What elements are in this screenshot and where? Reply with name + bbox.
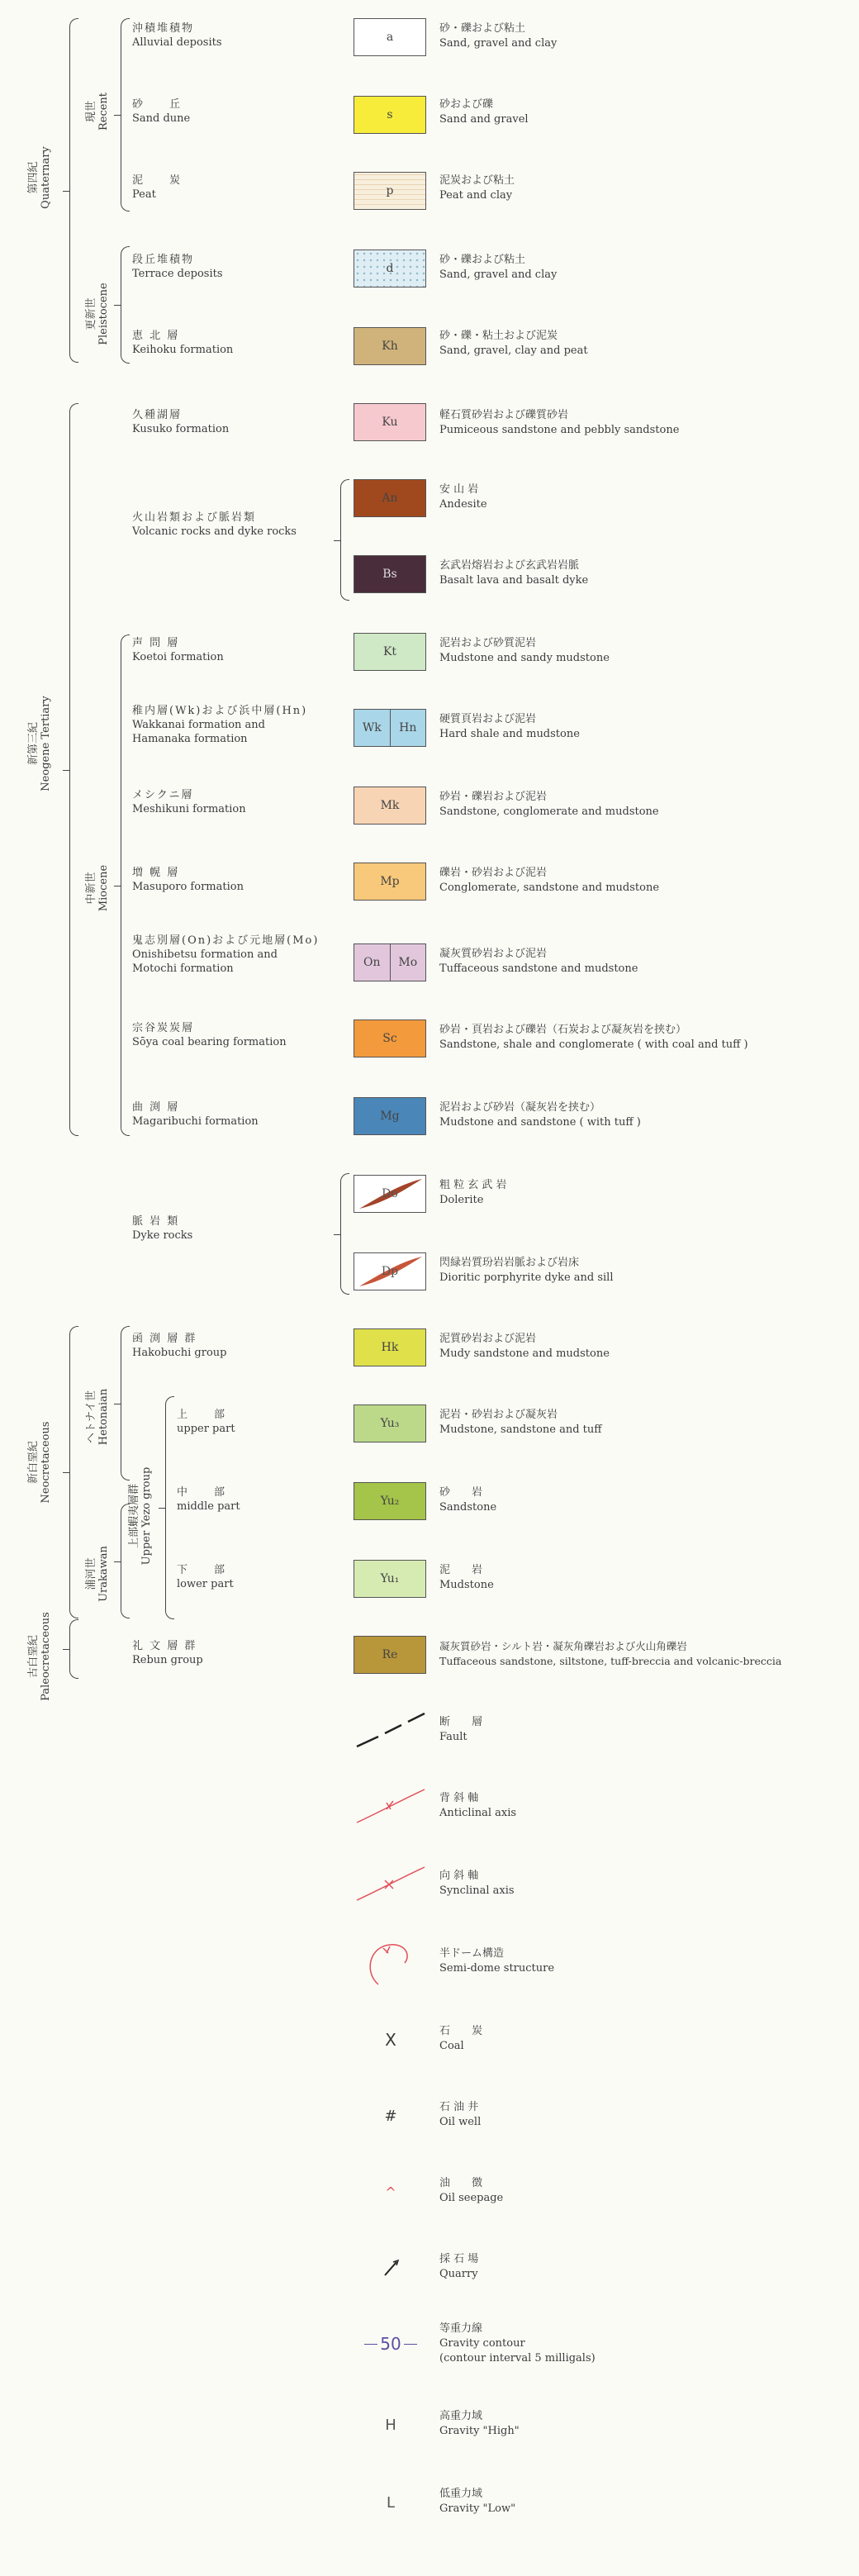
legend-swatch-ku: Ku	[354, 403, 426, 441]
gravity-low-icon: L	[386, 2493, 396, 2512]
neogene-brace	[69, 403, 78, 1136]
recent-brace	[121, 18, 130, 211]
formation-name: 砂 丘 Sand dune	[132, 98, 191, 125]
legend-swatch-on-mo: On Mo	[354, 943, 426, 981]
legend-swatch-d: d	[354, 250, 426, 288]
formation-name: 段丘堆積物 Terrace deposits	[132, 254, 223, 280]
quaternary-brace	[69, 18, 78, 363]
legend-swatch-an: An	[354, 479, 426, 517]
gravity-contour-icon: 50	[354, 2323, 428, 2365]
legend-swatch-yu3: Yu₃	[354, 1404, 426, 1442]
formation-description: 砂および礫 Sand and gravel	[439, 98, 529, 126]
legend-swatch-kt: Kt	[354, 633, 426, 671]
formation-name: 稚内層(Wk)および浜中層(Hn) Wakkanai formation and Hamanaka formation	[132, 705, 308, 745]
legend-swatch-bs: Bs	[354, 555, 426, 593]
formation-description: 泥 岩 Mudstone	[439, 1564, 494, 1591]
legend-swatch-s: s	[354, 96, 426, 134]
formation-name: 脈 岩 類 Dyke rocks	[132, 1215, 193, 1242]
formation-description: 砂岩・礫岩および泥岩 Sandstone, conglomerate and mudstone	[439, 791, 659, 818]
formation-description: 泥質砂岩および泥岩 Mudy sandstone and mudstone	[439, 1333, 610, 1360]
legend-swatch-mk: Mk	[354, 787, 426, 825]
symbol-description: 低重力域 Gravity "Low"	[439, 2488, 516, 2515]
hetonaian-brace	[121, 1326, 130, 1480]
symbol-description: 石 油 井 Oil well	[439, 2101, 482, 2128]
formation-name: 下 部 lower part	[177, 1564, 234, 1590]
formation-description: 軽石質砂岩および礫質砂岩 Pumiceous sandstone and pebbly sandstone	[439, 409, 680, 436]
pleistocene-brace	[121, 246, 130, 364]
formation-name: 礼 文 層 群 Rebun group	[132, 1640, 203, 1666]
legend-swatch-a: a	[354, 18, 426, 56]
legend-swatch-p: p	[354, 172, 426, 210]
symbol-description: 背 斜 軸 Anticlinal axis	[439, 1792, 517, 1819]
formation-name: 中 部 middle part	[177, 1486, 240, 1513]
symbol-description: 半ドーム構造 Semi-dome structure	[439, 1947, 555, 1975]
symbol-description: 油 徴 Oil seepage	[439, 2177, 504, 2204]
urakawan-brace	[121, 1504, 130, 1618]
formation-name: 沖積堆積物 Alluvial deposits	[132, 22, 222, 49]
oil-seepage-icon: ^	[385, 2184, 396, 2200]
synclinal-axis-icon	[354, 1864, 428, 1905]
formation-name: 声 問 層 Koetoi formation	[132, 637, 224, 663]
symbol-description: 採 石 場 Quarry	[439, 2253, 479, 2280]
formation-name: 恵 北 層 Keihoku formation	[132, 330, 234, 356]
formation-name: 宗谷炭炭層 Sōya coal bearing formation	[132, 1022, 287, 1048]
symbol-description: 断 層 Fault	[439, 1716, 483, 1743]
formation-name: 火山岩類および脈岩類 Volcanic rocks and dyke rocks	[132, 511, 297, 538]
formation-name: 上 部 upper part	[177, 1409, 235, 1435]
symbol-description: 等重力線 Gravity contour (contour interval 5 milligals)	[439, 2322, 596, 2365]
formation-description: 砂・礫および粘土 Sand, gravel and clay	[439, 22, 558, 50]
semi-dome-icon	[354, 1938, 428, 1988]
legend-swatch-mg: Mg	[354, 1097, 426, 1135]
oil-well-icon: #	[384, 2107, 397, 2125]
formation-name: 函 渕 層 群 Hakobuchi group	[132, 1333, 227, 1359]
formation-name: 増 幌 層 Masuporo formation	[132, 867, 244, 893]
formation-description: 粗 粒 玄 武 岩 Dolerite	[439, 1179, 507, 1206]
formation-description: 泥炭および粘土 Peat and clay	[439, 174, 515, 202]
formation-name: 曲 渕 層 Magaribuchi formation	[132, 1101, 259, 1128]
formation-description: 泥岩および砂質泥岩 Mudstone and sandy mudstone	[439, 637, 610, 664]
volcanic-brace	[340, 479, 349, 601]
formation-description: 玄武岩熔岩および玄武岩岩脈 Basalt lava and basalt dyke	[439, 559, 589, 587]
legend-swatch-yu1: Yu₁	[354, 1560, 426, 1598]
miocene-brace	[121, 634, 130, 1136]
symbol-description: 向 斜 軸 Synclinal axis	[439, 1870, 515, 1897]
formation-description: 安 山 岩 Andesite	[439, 483, 487, 511]
formation-name: 泥 炭 Peat	[132, 174, 183, 201]
formation-name: 久種湖層 Kusuko formation	[132, 409, 230, 435]
formation-description: 砂 岩 Sandstone	[439, 1486, 497, 1514]
paleocretaceous-brace	[69, 1619, 78, 1679]
formation-name: 鬼志別層(On)および元地層(Mo) Onishibetsu formation and Motochi formation	[132, 934, 320, 975]
formation-description: 閃緑岩質玢岩岩脈および岩床 Dioritic porphyrite dyke and sill	[439, 1257, 614, 1284]
formation-name: メシクニ層 Meshikuni formation	[132, 789, 246, 815]
formation-description: 泥岩および砂岩（凝灰岩を挟む） Mudstone and sandstone ( with tuff )	[439, 1101, 641, 1129]
legend-swatch-dp: Dp	[354, 1252, 426, 1290]
fault-icon	[354, 1710, 428, 1751]
legend-swatch-wk-hn: Wk Hn	[354, 709, 426, 747]
upper-yezo-brace	[165, 1396, 174, 1619]
formation-description: 泥岩・砂岩および凝灰岩 Mudstone, sandstone and tuff	[439, 1409, 602, 1436]
legend-swatch-sc: Sc	[354, 1019, 426, 1057]
legend-swatch-hk: Hk	[354, 1328, 426, 1366]
formation-description: 砂・礫・粘土および泥炭 Sand, gravel, clay and peat	[439, 330, 588, 357]
quarry-icon	[354, 2247, 428, 2288]
formation-description: 砂岩・頁岩および礫岩（石炭および凝灰岩を挟む） Sandstone, shale and conglomerate ( with coal and tuff )	[439, 1024, 748, 1051]
symbol-description: 高重力域 Gravity "High"	[439, 2410, 520, 2437]
gravity-high-icon: H	[385, 2416, 396, 2434]
anticlinal-axis-icon	[354, 1786, 428, 1827]
formation-description: 硬質頁岩および泥岩 Hard shale and mudstone	[439, 713, 580, 740]
dyke-brace	[340, 1173, 349, 1295]
legend-swatch-do: Do	[354, 1175, 426, 1213]
formation-description: 凝灰質砂岩・シルト岩・凝灰角礫岩および火山角礫岩 Tuffaceous sandstone, siltstone, tuff-breccia and volcanic-breccia	[439, 1640, 782, 1667]
legend-swatch-re: Re	[354, 1636, 426, 1674]
legend-swatch-yu2: Yu₂	[354, 1482, 426, 1520]
neocretaceous-brace	[69, 1326, 78, 1618]
formation-description: 凝灰質砂岩および泥岩 Tuffaceous sandstone and mudstone	[439, 948, 638, 975]
legend-swatch-kh: Kh	[354, 327, 426, 365]
symbol-description: 石 炭 Coal	[439, 2025, 483, 2052]
coal-icon: X	[385, 2030, 396, 2050]
formation-description: 礫岩・砂岩および泥岩 Conglomerate, sandstone and mudstone	[439, 867, 660, 894]
formation-description: 砂・礫および粘土 Sand, gravel and clay	[439, 254, 558, 281]
legend-swatch-mp: Mp	[354, 863, 426, 901]
